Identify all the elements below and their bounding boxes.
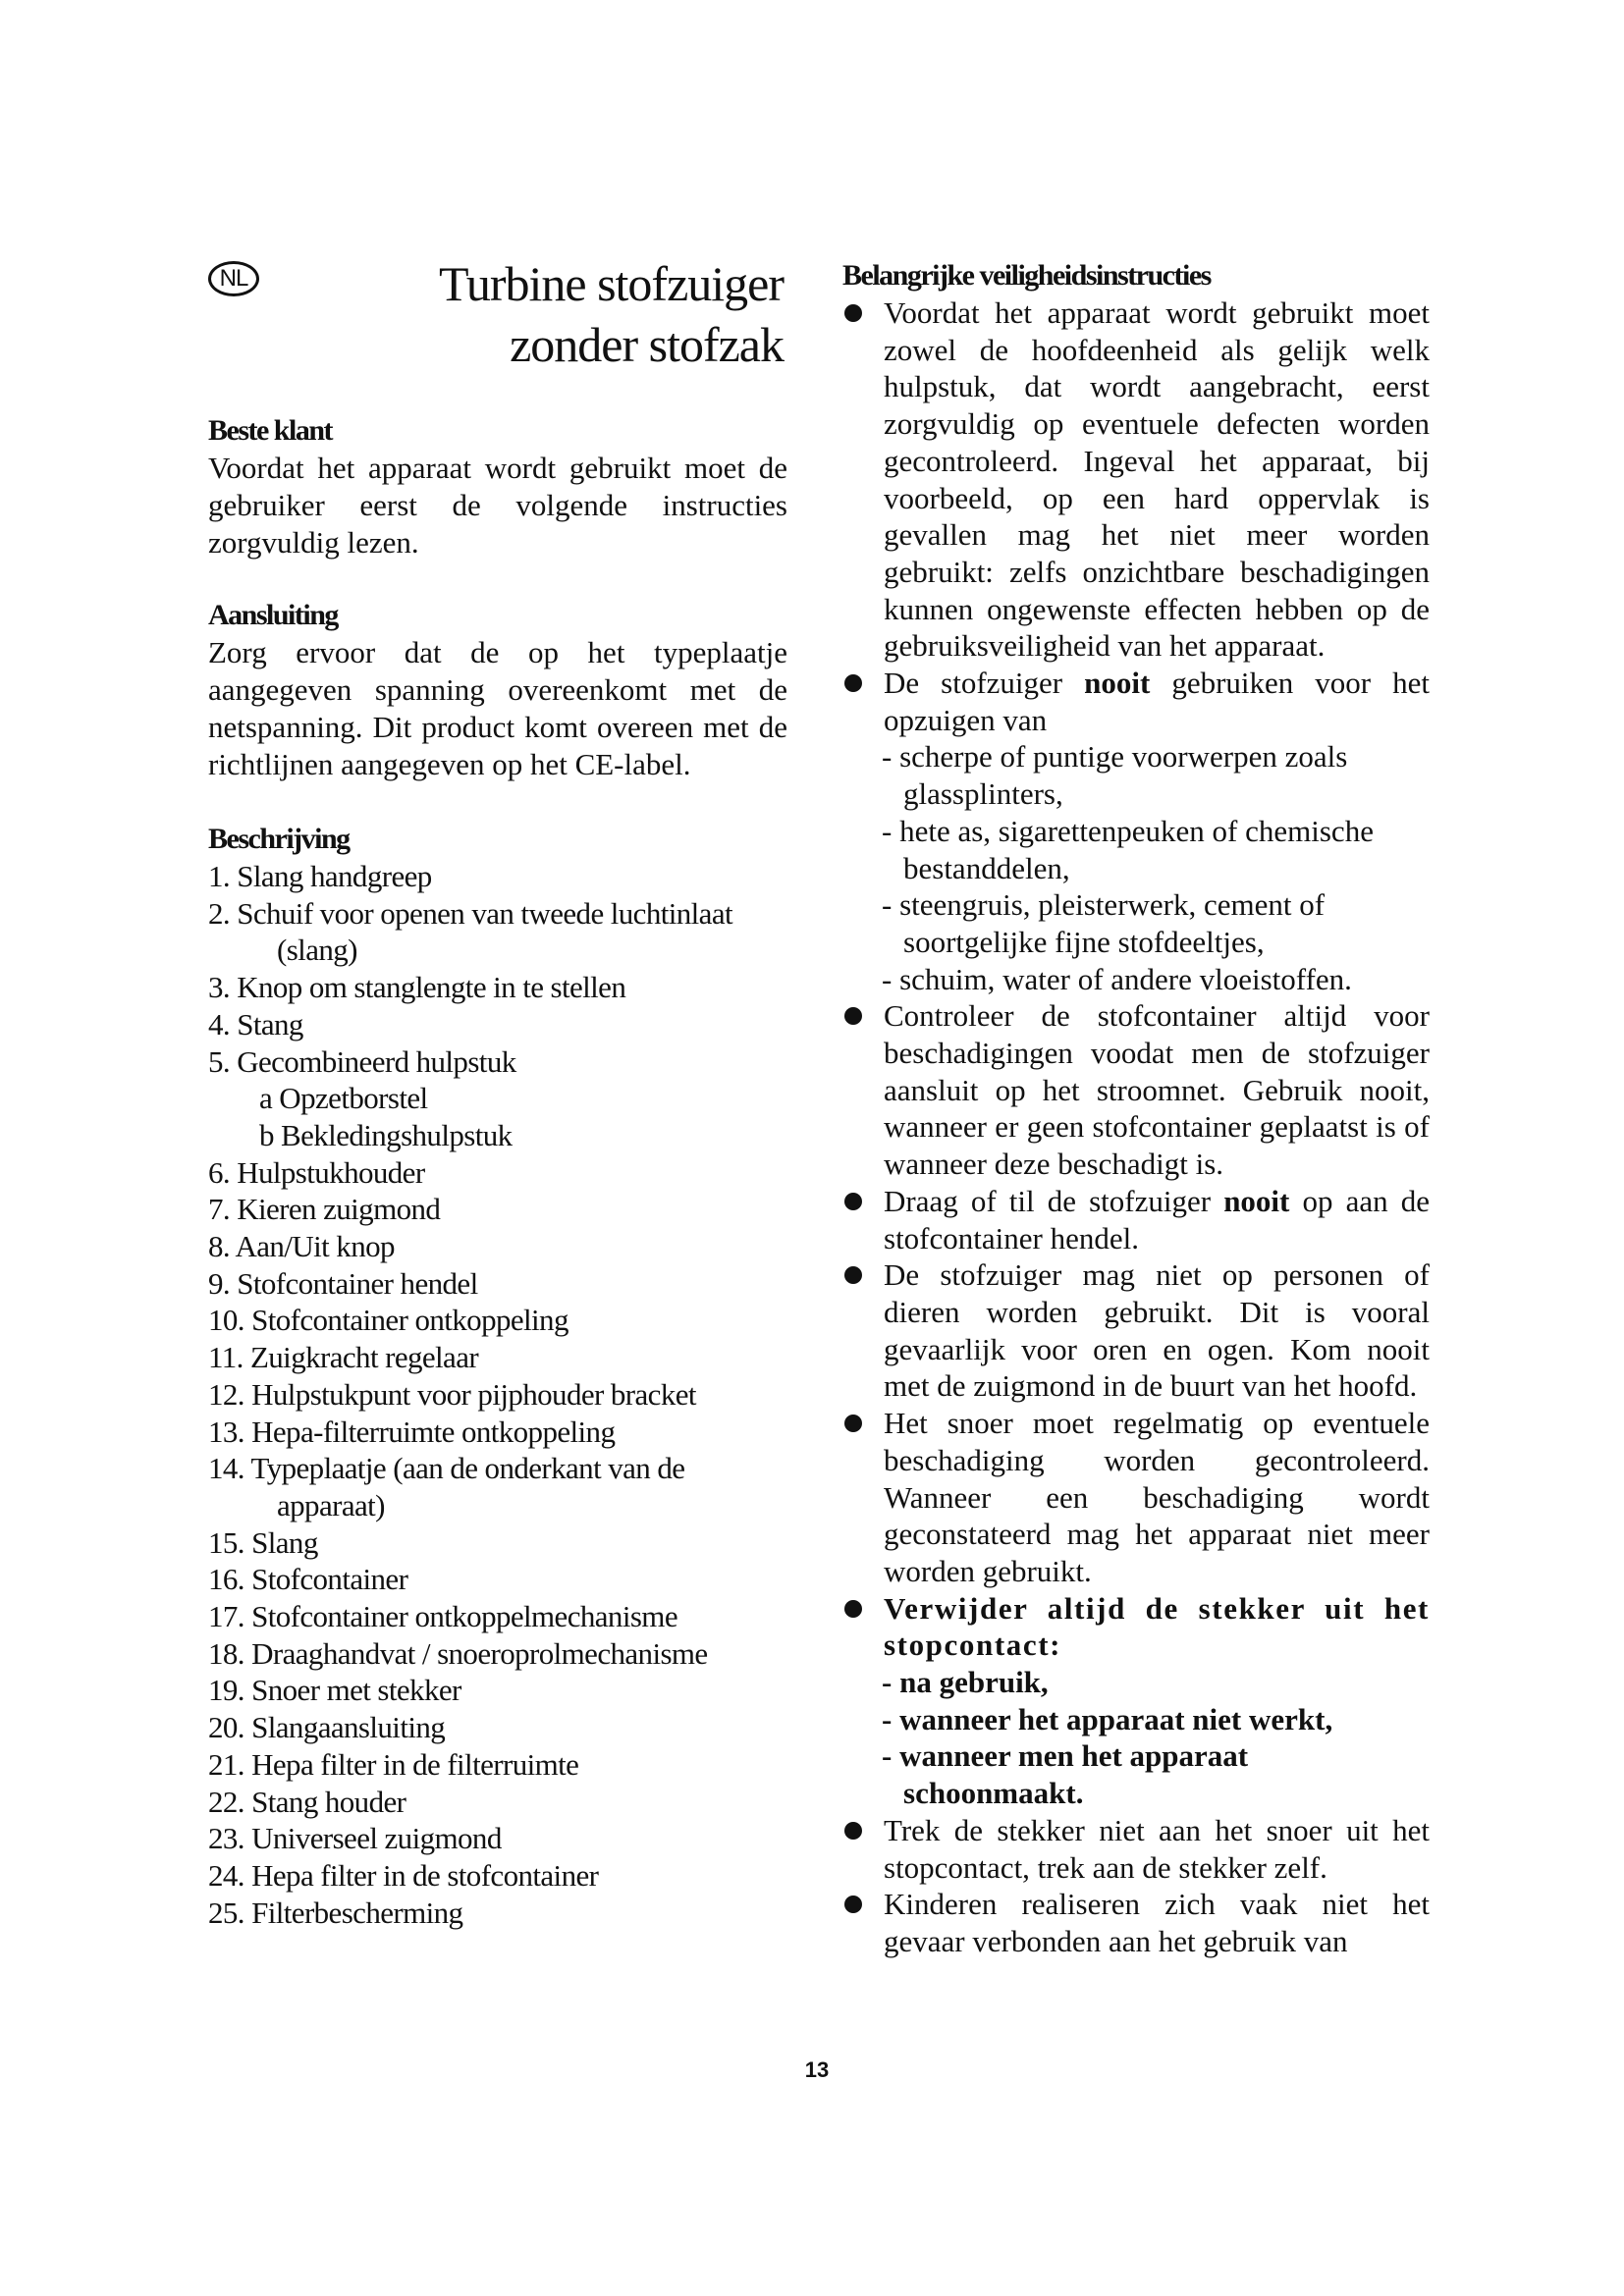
safety-text: Voordat het apparaat wordt gebruikt moet zowel de hoofdeenheid als gelijk welk hulpstuk, dat wordt aangebracht, eerst zorgvuldig op eventuele defecten worden gecontroleerd. Ingeval het apparaat, bij voorbeeld, op een hard oppervlak is gevallen mag het niet meer worden gebruikt: zelfs onzichtbare beschadigingen kunnen ongewenste effecten hebben op de gebruiksveiligheid van het apparaat.: [884, 295, 1430, 664]
list-item: 11. Zuigkracht regelaar: [208, 1340, 479, 1375]
list-item: 24. Hepa filter in de stofcontainer: [208, 1857, 599, 1893]
list-item: 10. Stofcontainer ontkoppeling: [208, 1303, 568, 1338]
list-item: 18. Draaghandvat / snoeroprolmechanisme: [208, 1635, 708, 1671]
sub-list-item: - scherpe of puntige voorwerpen zoals glassplinters,: [882, 739, 1348, 812]
bullet-icon: [844, 674, 862, 692]
safety-item: [842, 1405, 1430, 1590]
bullet-icon: [844, 1266, 862, 1284]
bullet-icon: [844, 1193, 862, 1210]
list-item: 4. Stang: [208, 1006, 303, 1041]
list-item: 5. Gecombineerd hulpstuk: [208, 1043, 516, 1079]
intro-section: [208, 412, 787, 561]
title-line-1: Turbine stofzuiger: [439, 256, 784, 311]
page-number: 13: [804, 2057, 830, 2082]
bullet-icon: [844, 304, 862, 322]
list-item: 15. Slang: [208, 1524, 318, 1560]
connection-section: [208, 597, 787, 783]
list-item: 6. Hulpstukhouder: [208, 1154, 425, 1190]
bullet-icon: [844, 1415, 862, 1432]
emphasis-text: nooit: [1084, 666, 1151, 701]
safety-item: [842, 1886, 1430, 1959]
warning-text: Verwijder altijd de stekker uit het stopcontact:: [884, 1590, 1430, 1663]
bullet-icon: [844, 1822, 862, 1840]
bullet-icon: [844, 1896, 862, 1913]
safety-item: [842, 294, 1430, 665]
list-item: 9. Stofcontainer hendel: [208, 1265, 478, 1301]
intro-heading: Beste klant: [208, 414, 332, 447]
list-item: 1. Slang handgreep: [208, 859, 432, 893]
sub-list-item: - wanneer het apparaat niet werkt,: [882, 1701, 1333, 1736]
title-line-2: zonder stofzak: [510, 317, 784, 372]
safety-item: [842, 1812, 1430, 1886]
list-item: 3. Knop om stanglengte in te stellen: [208, 970, 626, 1005]
description-section: [208, 821, 787, 1931]
sub-list-item: - wanneer men het apparaat schoonmaakt.: [882, 1738, 1249, 1811]
list-item: a Opzetborstel: [259, 1081, 428, 1116]
safety-text-post: op aan de stofcontainer hendel.: [884, 1183, 1430, 1255]
list-item: 19. Snoer met stekker: [208, 1673, 461, 1708]
list-item: 12. Hulpstukpunt voor pijphouder bracket: [208, 1376, 696, 1412]
sub-list-item: - steengruis, pleisterwerk, cement of soortgelijke fijne stofdeeltjes,: [882, 887, 1326, 959]
emphasis-text: nooit: [1223, 1183, 1290, 1218]
sub-list-item: - na gebruik,: [882, 1665, 1049, 1700]
safety-text: Kinderen realiseren zich vaak niet het gevaar verbonden aan het gebruik van: [884, 1887, 1430, 1958]
safety-text: Het snoer moet regelmatig op eventuele beschadiging worden gecontroleerd. Wanneer een beschadiging wordt geconstateerd mag het apparaat niet meer worden gebruikt.: [884, 1406, 1430, 1588]
page-title: [334, 253, 784, 375]
safety-text-pre: De stofzuiger: [884, 666, 1085, 701]
safety-item: [842, 1183, 1430, 1256]
bullet-icon: [844, 1007, 862, 1025]
safety-text: De stofzuiger mag niet op personen of dieren worden gebruikt. Dit is vooral gevaarlijk voor oren en ogen. Kom nooit met de zuigmond in de buurt van het hoofd.: [884, 1257, 1430, 1404]
list-item: 14. Typeplaatje (aan de onderkant van de apparaat): [208, 1451, 685, 1522]
safety-heading: Belangrijke veiligheidsinstructies: [842, 259, 1211, 292]
safety-text-post: gebruiken voor het opzuigen van: [884, 666, 1430, 737]
safety-text: Controleer de stofcontainer altijd voor beschadigingen voodat men de stofzuiger aansluit op het stroomnet. Gebruik nooit, wanneer er geen stofcontainer geplaatst is of wanneer deze beschadigt is.: [884, 998, 1430, 1182]
list-item: 2. Schuif voor openen van tweede luchtinlaat (slang): [208, 895, 733, 968]
list-item: 17. Stofcontainer ontkoppelmechanisme: [208, 1599, 677, 1634]
list-item: 23. Universeel zuigmond: [208, 1821, 502, 1856]
list-item: 16. Stofcontainer: [208, 1562, 408, 1597]
safety-text: Trek de stekker niet aan het snoer uit het stopcontact, trek aan de stekker zelf.: [884, 1812, 1430, 1885]
language-badge: NL: [208, 261, 259, 296]
safety-item: [842, 665, 1430, 997]
description-heading: Beschrijving: [208, 823, 350, 855]
sub-list-item: - hete as, sigarettenpeuken of chemische bestanddelen,: [882, 813, 1374, 885]
connection-heading: Aansluiting: [208, 599, 338, 631]
list-item: b Bekledingshulpstuk: [259, 1117, 513, 1152]
list-item: 8. Aan/Uit knop: [208, 1229, 395, 1264]
list-item: 20. Slangaansluiting: [208, 1710, 446, 1745]
safety-item: [842, 997, 1430, 1183]
sub-list: [842, 738, 1430, 997]
list-item: 21. Hepa filter in de filterruimte: [208, 1746, 579, 1782]
safety-item: [842, 1590, 1430, 1812]
safety-text-pre: Draag of til de stofzuiger: [884, 1183, 1224, 1218]
sub-list: [842, 1664, 1430, 1812]
connection-text: Zorg ervoor dat de op het typeplaatje aangegeven spanning overeenkomt met de netspanning. Dit product komt overeen met de richtlijnen aangegeven op het CE-label.: [208, 635, 787, 781]
list-item: 22. Stang houder: [208, 1784, 406, 1819]
list-item: 7. Kieren zuigmond: [208, 1192, 441, 1227]
bullet-icon: [844, 1600, 862, 1618]
safety-list: [842, 294, 1430, 1960]
sub-list-item: - schuim, water of andere vloeistoffen.: [882, 961, 1352, 996]
list-item: 25. Filterbescherming: [208, 1895, 463, 1930]
parts-list: [208, 858, 787, 1931]
safety-item: [842, 1256, 1430, 1405]
list-item: 13. Hepa-filterruimte ontkoppeling: [208, 1414, 616, 1449]
intro-text: Voordat het apparaat wordt gebruikt moet de gebruiker eerst de volgende instructies zorgvuldig lezen.: [208, 451, 787, 560]
